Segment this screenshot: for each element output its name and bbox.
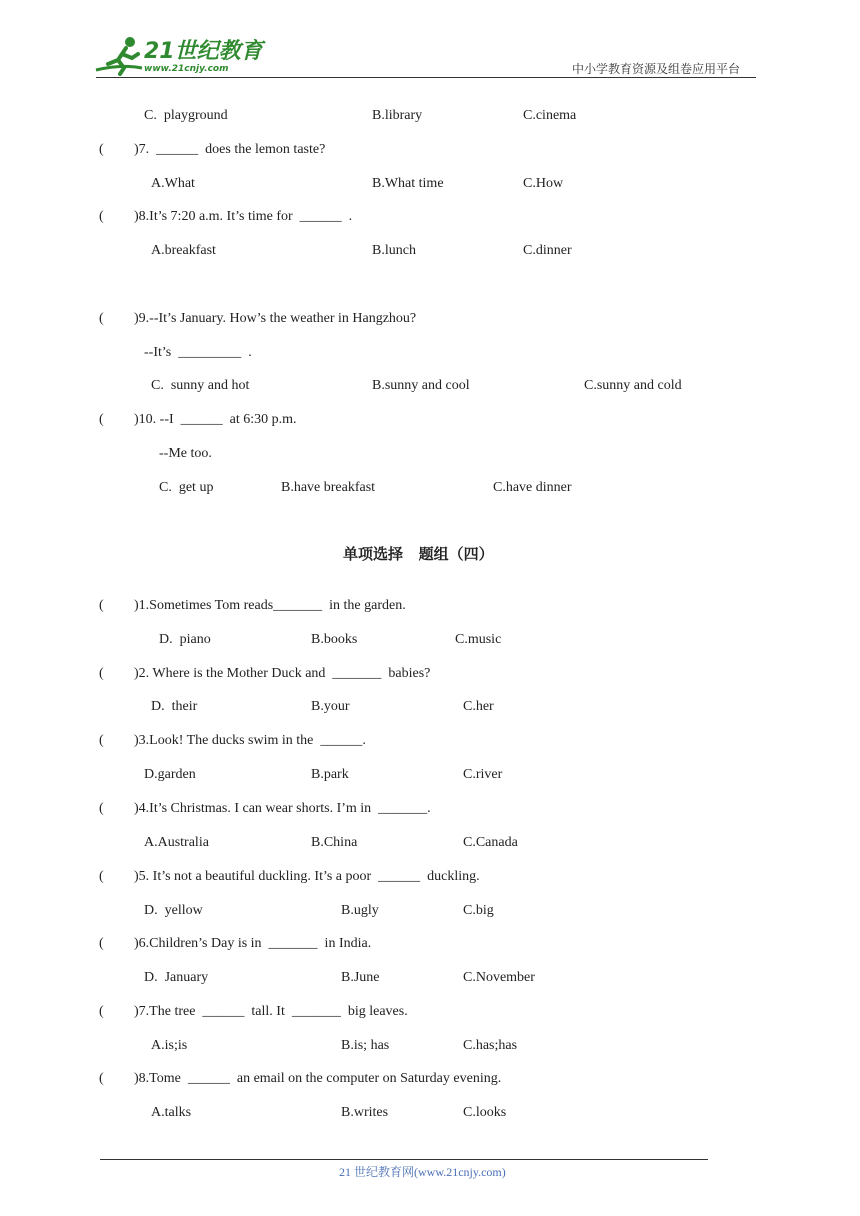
option-b: B.is; has (341, 1038, 390, 1053)
option-c: C.looks (463, 1105, 507, 1120)
answer-paren-close: ) (134, 209, 139, 224)
option-c: C. get up (159, 480, 214, 495)
option-c: C.has;has (463, 1038, 518, 1053)
option-c: C.music (455, 632, 502, 647)
answer-paren-open: ( (99, 801, 104, 816)
answer-paren-open: ( (99, 209, 104, 224)
answer-paren-open: ( (99, 311, 104, 326)
option-c: C. sunny and hot (151, 378, 250, 393)
option-d: D. piano (159, 632, 211, 647)
section-title: 单项选择 题组（四） (343, 545, 494, 563)
answer-paren-close: ) (134, 666, 139, 681)
answer-paren-close: ) (134, 311, 139, 326)
answer-paren-close: ) (134, 869, 139, 884)
stem-text: 7. ______ does the lemon taste? (138, 142, 326, 157)
option-c2: C.sunny and cold (584, 378, 682, 393)
option-c: C.river (463, 767, 503, 782)
answer-paren-open: ( (99, 936, 104, 951)
answer-paren-open: ( (99, 1071, 104, 1086)
question-stem (134, 936, 371, 952)
option-b: B.sunny and cool (372, 378, 470, 393)
option-c: C.her (463, 699, 494, 714)
answer-paren-close: ) (134, 733, 139, 748)
stem-text: 10. --I ______ at 6:30 p.m. (138, 412, 297, 427)
option-b: B.ugly (341, 903, 379, 918)
option-d: D. yellow (144, 903, 203, 918)
option-d: D. their (151, 699, 198, 714)
option-a: A.breakfast (151, 243, 216, 258)
option-c: C.How (523, 176, 564, 191)
option-b: B.writes (341, 1105, 389, 1120)
stem-text: 9.--It’s January. How’s the weather in Hangzhou? (138, 311, 417, 326)
option-b: B.library (372, 108, 423, 123)
option-b: B.park (311, 767, 349, 782)
option-c2: C.have dinner (493, 480, 572, 495)
option-b: B.your (311, 699, 350, 714)
option-b: B.books (311, 632, 358, 647)
logo-text: 21世纪教育 (144, 39, 263, 64)
footer-divider (100, 1159, 708, 1160)
answer-paren-close: ) (134, 1004, 139, 1019)
option-b: B.have breakfast (281, 480, 376, 495)
option-d: D.garden (144, 767, 196, 782)
option-c: C.big (463, 903, 494, 918)
option-c: C.November (463, 970, 535, 985)
answer-paren-close: ) (134, 936, 139, 951)
option-c: C.Canada (463, 835, 518, 850)
question-stem (134, 142, 325, 158)
footer-link[interactable]: 21 世纪教育网(www.21cnjy.com) (339, 1165, 506, 1179)
logo-url: www.21cnjy.com (144, 64, 229, 74)
option-a: A.Australia (144, 835, 209, 850)
question-stem (134, 666, 430, 682)
question-stem (134, 869, 480, 885)
question-stem (134, 801, 431, 817)
answer-paren-open: ( (99, 598, 104, 613)
stem-text: 7.The tree ______ tall. It _______ big leaves. (138, 1004, 408, 1019)
option-b: B.lunch (372, 243, 416, 258)
question-stem (134, 733, 366, 749)
option-c: C.dinner (523, 243, 572, 258)
option-b: B.June (341, 970, 380, 985)
question-stem (134, 209, 352, 225)
stem-text: 5. It’s not a beautiful duckling. It’s a poor ______ duckling. (138, 869, 480, 884)
answer-paren-close: ) (134, 1071, 139, 1086)
answer-paren-close: ) (134, 142, 139, 157)
option-c2: C.cinema (523, 108, 577, 123)
stem-text: 1.Sometimes Tom reads_______ in the garden. (138, 598, 406, 613)
stem-text: 8.Tome ______ an email on the computer on Saturday evening. (138, 1071, 502, 1086)
question-stem (134, 412, 297, 428)
stem-text: 2. Where is the Mother Duck and _______ babies? (138, 666, 431, 681)
stem-text: 4.It’s Christmas. I can wear shorts. I’m in _______. (138, 801, 431, 816)
question-stem (134, 311, 416, 327)
stem-text: 8.It’s 7:20 a.m. It’s time for ______ . (138, 209, 353, 224)
question-line-2: --It’s _________ . (144, 345, 252, 360)
question-stem (134, 1071, 501, 1087)
option-b: B.What time (372, 176, 444, 191)
stem-text: 3.Look! The ducks swim in the ______. (138, 733, 366, 748)
header-divider (96, 77, 756, 78)
option-a: A.is;is (151, 1038, 188, 1053)
question-stem (134, 1004, 408, 1020)
option-b: B.China (311, 835, 358, 850)
answer-paren-open: ( (99, 869, 104, 884)
option-c: C. playground (144, 108, 228, 123)
answer-paren-open: ( (99, 412, 104, 427)
answer-paren-close: ) (134, 598, 139, 613)
answer-paren-open: ( (99, 666, 104, 681)
answer-paren-close: ) (134, 412, 139, 427)
question-stem (134, 598, 406, 614)
option-a: A.What (151, 176, 195, 191)
stem-text: 6.Children’s Day is in _______ in India. (138, 936, 372, 951)
answer-paren-open: ( (99, 1004, 104, 1019)
question-line-2: --Me too. (159, 446, 212, 461)
option-a: A.talks (151, 1105, 192, 1120)
option-d: D. January (144, 970, 209, 985)
header-platform-text: 中小学教育资源及组卷应用平台 (572, 62, 741, 76)
answer-paren-open: ( (99, 733, 104, 748)
answer-paren-close: ) (134, 801, 139, 816)
answer-paren-open: ( (99, 142, 104, 157)
